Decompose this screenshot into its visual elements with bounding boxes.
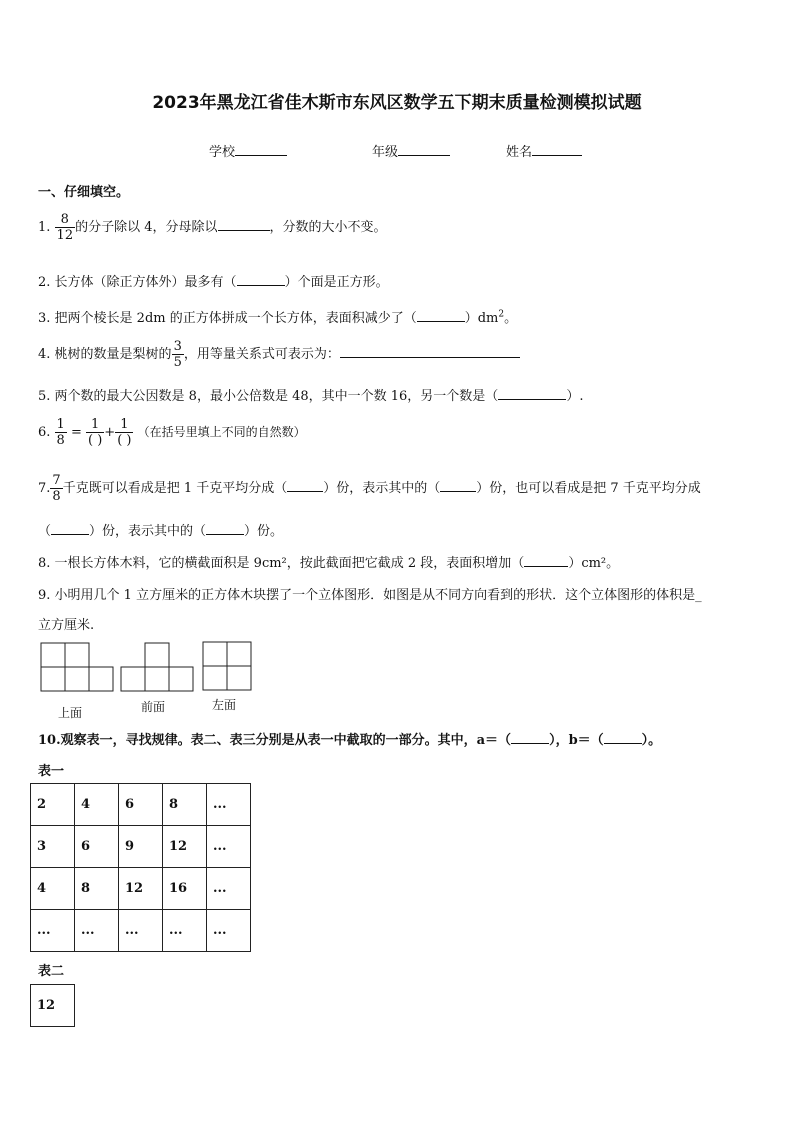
- equals-sign: =: [70, 425, 82, 440]
- table-1: [30, 783, 251, 952]
- table-row: [31, 784, 251, 826]
- question-number: 5.: [38, 389, 51, 404]
- table-row: [31, 868, 251, 910]
- question-2: [38, 271, 389, 290]
- fraction: [50, 473, 62, 504]
- fraction-numerator: 3: [173, 339, 182, 354]
- table-cell: 12: [163, 826, 207, 868]
- table-cell: 9: [119, 826, 163, 868]
- fraction-denominator: 5: [173, 355, 182, 370]
- question-text: 小明用几个 1 立方厘米的正方体木块摆了一个立体图形．如图是从不同方向看到的形状．这个立体图形的体积是_: [54, 588, 702, 603]
- answer-blank[interactable]: [206, 522, 244, 535]
- question-text: ）.: [566, 389, 584, 404]
- grade-field: [372, 141, 450, 160]
- school-label: 学校: [209, 145, 236, 160]
- fraction-numerator: 1: [91, 417, 100, 432]
- question-4: [38, 339, 520, 370]
- question-text: 长方体（除正方体外）最多有（: [54, 275, 237, 290]
- name-label: 姓名: [506, 145, 533, 160]
- school-field: [209, 141, 287, 160]
- question-text: 一根长方体木料，它的横截面积是 9cm²，按此截面把它截成 2 段，表面积增加（: [54, 556, 525, 571]
- question-text: ）个面是正方形。: [284, 275, 389, 290]
- fraction-lhs: [55, 417, 67, 448]
- answer-blank-b[interactable]: [604, 731, 642, 744]
- fraction-numerator: 7: [52, 473, 61, 488]
- table2-label: 表二: [38, 964, 65, 979]
- question-text: ）dm: [464, 311, 499, 326]
- table-cell: 3: [31, 826, 75, 868]
- answer-blank[interactable]: [417, 309, 465, 322]
- name-blank[interactable]: [532, 143, 582, 156]
- table-cell: ...: [207, 868, 251, 910]
- name-field: [506, 141, 582, 160]
- question-text: （: [38, 524, 52, 539]
- answer-blank[interactable]: [498, 387, 566, 400]
- question-text: ）cm²。: [568, 556, 620, 571]
- answer-blank[interactable]: [287, 479, 323, 492]
- plus-sign: +: [104, 425, 116, 440]
- question-text: 观察表一，寻找规律。表二、表三分别是从表一中截取的一部分。其中，a＝（: [60, 733, 512, 748]
- table-2: [30, 984, 75, 1027]
- table-cell: 8: [163, 784, 207, 826]
- question-number: 10.: [38, 733, 61, 748]
- question-text: ，分数的大小不变。: [269, 220, 387, 235]
- question-number: 9.: [38, 588, 51, 603]
- question-number: 4.: [38, 347, 51, 362]
- answer-blank[interactable]: [51, 522, 89, 535]
- table-row: [31, 985, 75, 1027]
- question-6: [38, 417, 306, 448]
- top-view-label: 上面: [58, 706, 83, 720]
- question-7: [38, 473, 701, 504]
- question-text: ）份。: [244, 524, 284, 539]
- question-text: ）。: [641, 733, 662, 748]
- top-view-figure: [41, 643, 113, 691]
- front-view-figure: [121, 643, 193, 691]
- table-cell: ...: [75, 910, 119, 952]
- question-text: 千克既可以看成是把 1 千克平均分成（: [62, 481, 288, 496]
- fraction-denominator-blank[interactable]: ( ): [117, 433, 132, 448]
- question-text: ）份，表示其中的（: [323, 481, 441, 496]
- answer-blank[interactable]: [524, 554, 568, 567]
- table-cell: 12: [31, 985, 75, 1027]
- question-text: ），b＝（: [549, 733, 604, 748]
- grade-blank[interactable]: [398, 143, 450, 156]
- table-cell: 12: [119, 868, 163, 910]
- question-text: 两个数的最大公因数是 8，最小公倍数是 48，其中一个数 16，另一个数是（: [54, 389, 499, 404]
- question-text: 。: [504, 311, 518, 326]
- question-1: [38, 212, 387, 243]
- question-text: ）份，也可以看成是把 7 千克平均分成: [476, 481, 701, 496]
- front-view-label: 前面: [141, 700, 166, 714]
- answer-blank[interactable]: [218, 218, 270, 231]
- table-cell: ...: [31, 910, 75, 952]
- fraction-numerator: 1: [56, 417, 65, 432]
- table-cell: ...: [119, 910, 163, 952]
- question-text: ）份，表示其中的（: [89, 524, 207, 539]
- fraction-numerator: 8: [60, 212, 69, 227]
- fraction-denominator: 8: [52, 489, 61, 504]
- fraction: [55, 212, 76, 243]
- table-cell: ...: [207, 910, 251, 952]
- question-9-line2: 立方厘米.: [38, 618, 95, 633]
- answer-blank[interactable]: [340, 345, 520, 358]
- table-cell: ...: [163, 910, 207, 952]
- fraction-denominator: 8: [56, 433, 65, 448]
- table-cell: 2: [31, 784, 75, 826]
- fraction-denominator-blank[interactable]: ( ): [88, 433, 103, 448]
- table1-label: 表一: [38, 764, 65, 779]
- left-view-label: 左面: [212, 698, 237, 712]
- table-cell: ...: [207, 826, 251, 868]
- fraction-denominator: 12: [56, 228, 74, 243]
- table-cell: 6: [75, 826, 119, 868]
- grade-label: 年级: [372, 145, 399, 160]
- table-cell: ...: [207, 784, 251, 826]
- question-number: 8.: [38, 556, 51, 571]
- question-note: （在括号里填上不同的自然数）: [137, 425, 306, 439]
- answer-blank[interactable]: [237, 273, 285, 286]
- question-text: 桃树的数量是梨树的: [54, 347, 172, 362]
- table-cell: 6: [119, 784, 163, 826]
- question-number: 6.: [38, 425, 51, 440]
- question-9: [38, 584, 768, 603]
- left-view-figure: [203, 642, 251, 690]
- question-text: 把两个棱长是 2dm 的正方体拼成一个长方体，表面积减少了（: [54, 311, 417, 326]
- table-row: [31, 910, 251, 952]
- table-cell: 4: [31, 868, 75, 910]
- table-cell: 16: [163, 868, 207, 910]
- question-5: [38, 385, 583, 404]
- fraction-term-1: [86, 417, 104, 448]
- school-blank[interactable]: [235, 143, 287, 156]
- question-text: 的分子除以 4，分母除以: [75, 220, 218, 235]
- question-number: 3.: [38, 311, 51, 326]
- page-title: 2023年黑龙江省佳木斯市东风区数学五下期末质量检测模拟试题: [152, 93, 642, 113]
- table-cell: 8: [75, 868, 119, 910]
- question-10: [38, 729, 661, 748]
- table-cell: 4: [75, 784, 119, 826]
- answer-blank-a[interactable]: [511, 731, 549, 744]
- fraction-term-2: [115, 417, 133, 448]
- question-number: 7.: [38, 481, 51, 496]
- question-text: ，用等量关系式可表示为：: [183, 347, 340, 362]
- question-number: 2.: [38, 275, 51, 290]
- question-8: [38, 552, 619, 571]
- fraction-numerator: 1: [120, 417, 129, 432]
- question-3: [38, 307, 517, 326]
- question-7-line2: [38, 520, 283, 539]
- superscript: 2: [498, 309, 505, 320]
- question-number: 1.: [38, 220, 51, 235]
- answer-blank[interactable]: [440, 479, 476, 492]
- section-heading: 一、仔细填空。: [38, 185, 130, 200]
- fraction: [172, 339, 184, 370]
- table-row: [31, 826, 251, 868]
